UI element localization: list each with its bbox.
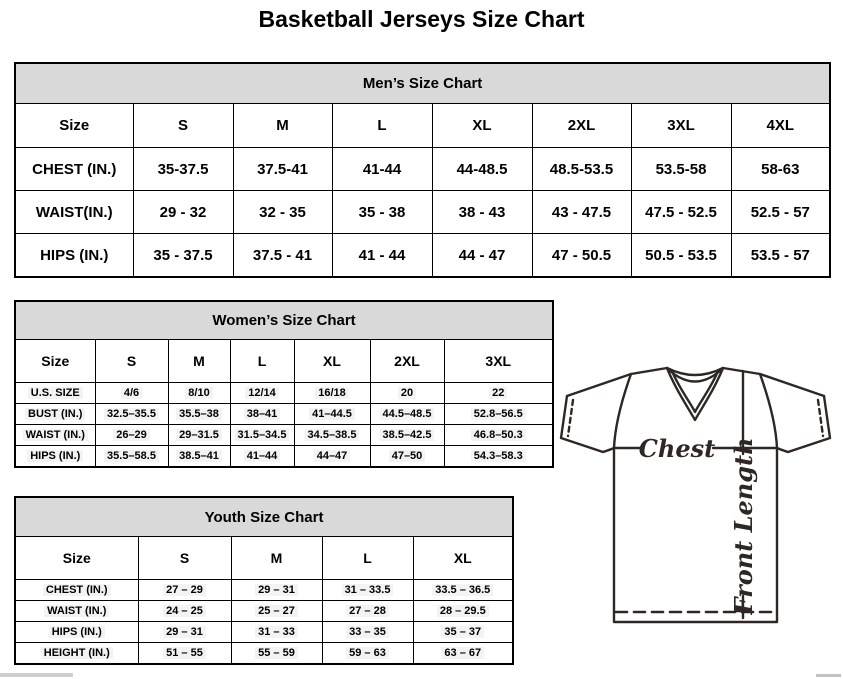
column-header: 2XL xyxy=(532,104,631,148)
table-cell: 47.5 - 52.5 xyxy=(631,191,731,234)
front-length-label: Front Length xyxy=(729,437,758,615)
table-cell: 12/14 xyxy=(230,383,294,404)
column-header: 3XL xyxy=(444,340,553,383)
table-cell: 31 – 33 xyxy=(231,622,322,643)
table-row xyxy=(15,191,830,234)
table-cell: 35 - 37.5 xyxy=(133,234,233,278)
row-label: U.S. SIZE xyxy=(15,383,95,404)
table-cell: 38.5–42.5 xyxy=(370,425,444,446)
table-cell: 35.5–58.5 xyxy=(95,446,168,468)
table-cell: 47–50 xyxy=(370,446,444,468)
row-label: WAIST (IN.) xyxy=(15,601,138,622)
table-cell: 33 – 35 xyxy=(322,622,413,643)
row-label: WAIST (IN.) xyxy=(15,425,95,446)
table-cell: 31 – 33.5 xyxy=(322,580,413,601)
table-cell: 55 – 59 xyxy=(231,643,322,665)
column-header: 3XL xyxy=(631,104,731,148)
mens-size-chart-table xyxy=(14,62,831,278)
column-header: XL xyxy=(294,340,370,383)
table-cell: 48.5-53.5 xyxy=(532,148,631,191)
table-row xyxy=(15,643,513,665)
column-header: M xyxy=(231,537,322,580)
table-cell: 4/6 xyxy=(95,383,168,404)
table-cell: 46.8–50.3 xyxy=(444,425,553,446)
table-cell: 27 – 29 xyxy=(138,580,231,601)
table-cell: 29 – 31 xyxy=(231,580,322,601)
table-cell: 28 – 29.5 xyxy=(413,601,513,622)
table-cell: 38.5–41 xyxy=(168,446,230,468)
table-row xyxy=(15,234,830,278)
table-cell: 35-37.5 xyxy=(133,148,233,191)
table-cell: 53.5 - 57 xyxy=(731,234,830,278)
table-cell: 44–47 xyxy=(294,446,370,468)
table-cell: 24 – 25 xyxy=(138,601,231,622)
table-cell: 29 - 32 xyxy=(133,191,233,234)
jersey-outline-icon xyxy=(561,368,830,622)
page-title: Basketball Jerseys Size Chart xyxy=(258,6,585,32)
row-label: HEIGHT (IN.) xyxy=(15,643,138,665)
table-cell: 33.5 – 36.5 xyxy=(413,580,513,601)
table-cell: 44.5–48.5 xyxy=(370,404,444,425)
column-header: 4XL xyxy=(731,104,830,148)
table-cell: 44 - 47 xyxy=(432,234,532,278)
table-row xyxy=(15,601,513,622)
table-cell: 59 – 63 xyxy=(322,643,413,665)
table-cell: 47 - 50.5 xyxy=(532,234,631,278)
table-cell: 50.5 - 53.5 xyxy=(631,234,731,278)
row-label: HIPS (IN.) xyxy=(15,622,138,643)
table-cell: 26–29 xyxy=(95,425,168,446)
table-cell: 52.8–56.5 xyxy=(444,404,553,425)
table-row xyxy=(15,148,830,191)
column-header: XL xyxy=(432,104,532,148)
table-cell: 37.5 - 41 xyxy=(233,234,332,278)
scrollbar-fragment-left[interactable] xyxy=(0,673,73,677)
table-cell: 44-48.5 xyxy=(432,148,532,191)
table-cell: 35 - 38 xyxy=(332,191,432,234)
table-cell: 52.5 - 57 xyxy=(731,191,830,234)
table-title: Men’s Size Chart xyxy=(15,63,830,104)
table-row xyxy=(15,425,553,446)
table-row xyxy=(15,404,553,425)
row-label: HIPS (IN.) xyxy=(15,446,95,468)
womens-size-chart-table xyxy=(14,300,554,468)
table-cell: 53.5-58 xyxy=(631,148,731,191)
row-label: CHEST (IN.) xyxy=(15,580,138,601)
table-cell: 54.3–58.3 xyxy=(444,446,553,468)
column-header: M xyxy=(233,104,332,148)
table-cell: 41–44 xyxy=(230,446,294,468)
table-cell: 29–31.5 xyxy=(168,425,230,446)
column-header: S xyxy=(133,104,233,148)
row-label: CHEST (IN.) xyxy=(15,148,133,191)
table-title: Youth Size Chart xyxy=(15,497,513,537)
column-header: L xyxy=(322,537,413,580)
table-cell: 29 – 31 xyxy=(138,622,231,643)
table-cell: 41-44 xyxy=(332,148,432,191)
table-cell: 20 xyxy=(370,383,444,404)
table-cell: 34.5–38.5 xyxy=(294,425,370,446)
table-row xyxy=(15,383,553,404)
column-header: L xyxy=(332,104,432,148)
chest-label: Chest xyxy=(638,434,716,463)
table-cell: 16/18 xyxy=(294,383,370,404)
table-cell: 32 - 35 xyxy=(233,191,332,234)
table-title: Women’s Size Chart xyxy=(15,301,553,340)
table-cell: 32.5–35.5 xyxy=(95,404,168,425)
column-header: M xyxy=(168,340,230,383)
table-cell: 38 - 43 xyxy=(432,191,532,234)
column-header: Size xyxy=(15,537,138,580)
column-header: 2XL xyxy=(370,340,444,383)
column-header: XL xyxy=(413,537,513,580)
jersey-measurement-diagram xyxy=(556,360,838,660)
table-cell: 22 xyxy=(444,383,553,404)
table-cell: 27 – 28 xyxy=(322,601,413,622)
row-label: BUST (IN.) xyxy=(15,404,95,425)
table-row xyxy=(15,446,553,468)
column-header: Size xyxy=(15,104,133,148)
table-cell: 31.5–34.5 xyxy=(230,425,294,446)
table-cell: 63 – 67 xyxy=(413,643,513,665)
table-cell: 35.5–38 xyxy=(168,404,230,425)
table-row xyxy=(15,622,513,643)
table-cell: 41 - 44 xyxy=(332,234,432,278)
column-header: L xyxy=(230,340,294,383)
table-row xyxy=(15,580,513,601)
table-cell: 38–41 xyxy=(230,404,294,425)
column-header: S xyxy=(95,340,168,383)
youth-size-chart-table xyxy=(14,496,514,665)
table-cell: 51 – 55 xyxy=(138,643,231,665)
table-cell: 25 – 27 xyxy=(231,601,322,622)
column-header: S xyxy=(138,537,231,580)
table-cell: 41–44.5 xyxy=(294,404,370,425)
table-cell: 37.5-41 xyxy=(233,148,332,191)
table-cell: 35 – 37 xyxy=(413,622,513,643)
table-cell: 8/10 xyxy=(168,383,230,404)
column-header: Size xyxy=(15,340,95,383)
table-cell: 43 - 47.5 xyxy=(532,191,631,234)
scrollbar-fragment-right[interactable] xyxy=(816,674,841,677)
row-label: HIPS (IN.) xyxy=(15,234,133,278)
row-label: WAIST(IN.) xyxy=(15,191,133,234)
table-cell: 58-63 xyxy=(731,148,830,191)
